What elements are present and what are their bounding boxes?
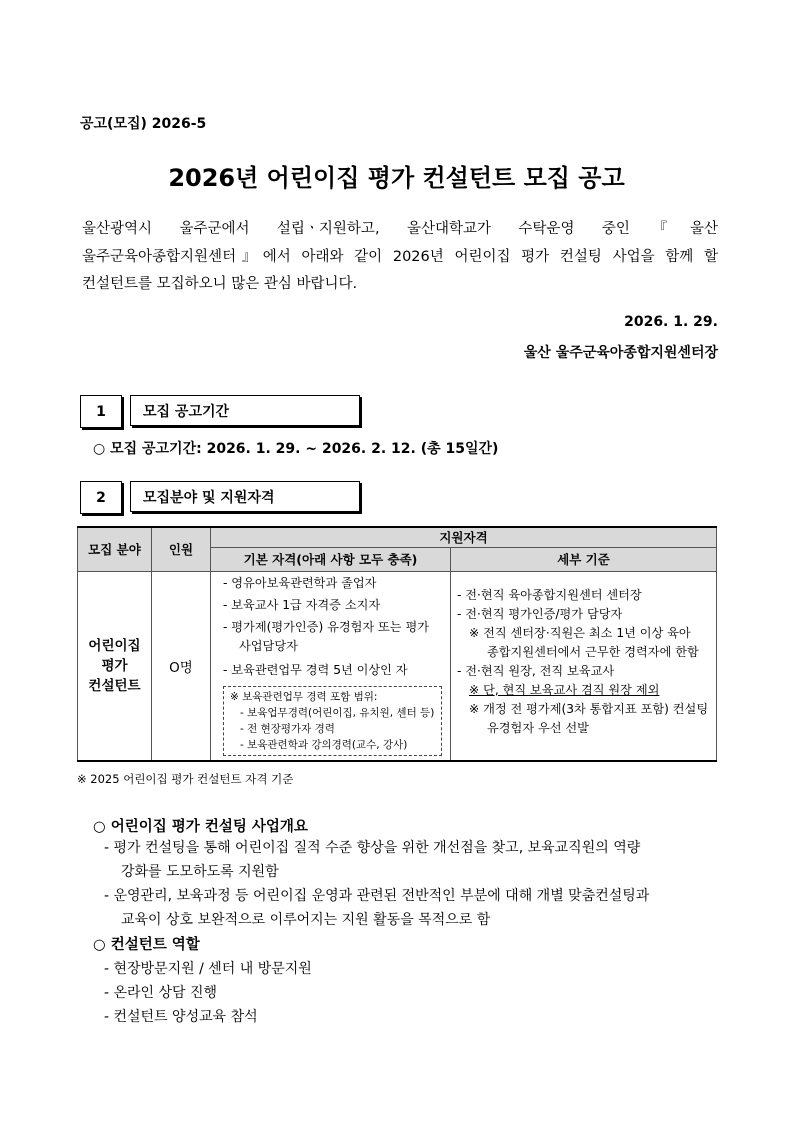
field-line: 어린이집 <box>88 637 141 654</box>
overview-bullet: - 운영관리, 보육과정 등 어린이집 운영과 관련된 전반적인 부분에 대해 개별 맞춤컨설팅과 <box>104 888 650 904</box>
intro-paragraph: 울산광역시 울주군에서 설립ㆍ지원하고, 울산대학교가 수탁운영 중인『울산 울주군육아종합지원센터』에서 아래와 같이 2026년 어린이집 평가 컨설팅 사업을 함께 할 컨설턴트를 모집하오니 많은 관심 바랍니다. <box>82 221 718 292</box>
role-heading: ○ 컨설턴트 역할 <box>93 937 200 953</box>
basic-item: - 평가제(평가인증) 유경험자 또는 평가 <box>223 619 430 634</box>
role-item: - 컨설턴트 양성교육 참석 <box>104 1009 258 1025</box>
field-line: 평가 <box>101 657 128 674</box>
header-detail: 세부 기준 <box>451 547 717 571</box>
header-count: 인원 <box>152 527 211 571</box>
section2-number: 2 <box>80 481 122 514</box>
detail-item: - 전·현직 원장, 전직 보육교사 <box>457 663 615 678</box>
qualification-table <box>77 526 717 762</box>
section1-title: 모집 공고기간 <box>130 395 360 426</box>
section1-period: ○ 모집 공고기간: 2026. 1. 29. ~ 2026. 2. 12. (총 15일간) <box>93 441 499 457</box>
header-qualification: 지원자격 <box>211 527 717 547</box>
detail-note: 유경험자 우선 선발 <box>487 720 589 735</box>
overview-bullet: - 평가 컨설팅을 통해 어린이집 질적 수준 향상을 위한 개선점을 찾고, 보육교직원의 역량 <box>104 840 641 856</box>
header-field: 모집 분야 <box>78 527 152 571</box>
overview-heading: ○ 어린이집 평가 컨설팅 사업개요 <box>93 819 308 835</box>
section2-title: 모집분야 및 지원자격 <box>130 481 360 512</box>
detail-note: ※ 개정 전 평가제(3차 통합지표 포함) 컨설팅 <box>469 701 709 716</box>
field-cell <box>78 571 152 761</box>
signature: 울산 울주군육아종합지원센터장 <box>523 345 718 361</box>
announcement-date: 2026. 1. 29. <box>624 314 718 330</box>
career-scope-item: - 보육관련학과 강의경력(교수, 강사) <box>240 738 408 751</box>
overview-bullet-cont: 강화를 도모하도록 지원함 <box>121 864 279 880</box>
notice-number: 공고(모집) 2026-5 <box>80 116 207 132</box>
page-title: 2026년 어린이집 평가 컨설턴트 모집 공고 <box>168 164 625 192</box>
header-basic: 기본 자격(아래 사항 모두 충족) <box>211 547 451 571</box>
detail-note: 종합지원센터에서 근무한 경력자에 한함 <box>487 644 699 659</box>
overview-bullet-cont: 교육이 상호 보완적으로 이루어지는 지원 활동을 목적으로 함 <box>121 912 491 928</box>
career-scope-box <box>223 686 442 756</box>
section1-number: 1 <box>80 395 122 428</box>
career-scope-title: ※ 보육관련업무 경력 포함 범위: <box>230 690 378 703</box>
detail-criteria-cell <box>451 571 717 761</box>
footnote: ※ 2025 어린이집 평가 컨설턴트 자격 기준 <box>77 772 294 786</box>
basic-item: 사업담당자 <box>239 638 298 653</box>
detail-item: - 전·현직 평가인증/평가 담당자 <box>457 606 623 621</box>
field-line: 컨설턴트 <box>88 677 141 694</box>
detail-note: ※ 전직 센터장·직원은 최소 1년 이상 육아 <box>469 625 691 640</box>
career-scope-item: - 전 현장평가자 경력 <box>240 722 335 735</box>
basic-item: - 보육관련업무 경력 5년 이상인 자 <box>223 662 408 677</box>
role-item: - 온라인 상담 진행 <box>104 985 218 1001</box>
basic-item: - 보육교사 1급 자격증 소지자 <box>223 597 381 612</box>
basic-item: - 영유아보육관련학과 졸업자 <box>223 575 377 590</box>
role-item: - 현장방문지원 / 센터 내 방문지원 <box>104 961 312 977</box>
detail-item: - 전·현직 육아종합지원센터 센터장 <box>457 587 642 602</box>
basic-qualification-cell <box>211 571 451 761</box>
career-scope-item: - 보육업무경력(어린이집, 유치원, 센터 등) <box>240 706 435 719</box>
count-cell: O명 <box>152 571 211 761</box>
detail-note: ※ 단, 현직 보육교사 겸직 원장 제외 <box>469 682 660 697</box>
